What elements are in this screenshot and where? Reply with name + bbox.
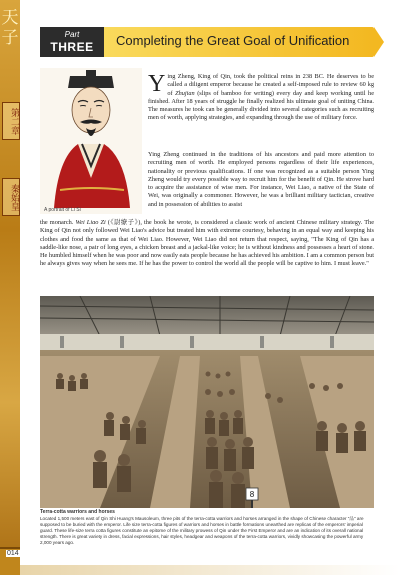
emperor-seal: 秦始皇 [2,178,20,216]
sidebar-glyph: 天子 [1,8,19,48]
p3-start: the monarch. [40,219,76,226]
chapter-seal: 第二章 [2,102,20,140]
p1-emphasis: Zhujian [175,89,195,97]
terracotta-photo [40,296,374,508]
p3-book-title: Wei Liao Zi [75,219,106,226]
section-title: Completing the Great Goal of Unification [116,33,350,48]
p3-text: , the book he wrote, is considered a classic work of ancient Chinese military strategy. The King of Qin not only followed Wei Liao's advice but treated him with extreme courtesy, behaving in an equal way and keeping his clothes and food the same as that of Wei Liao. However, Wei Liao did not return that respect, saying, "The King of Qin has a saddle-like nose, a pair of long eyes, a chicken breast and a jackal-like voice; he is without kindness and possesses a heart of stone. He humbled himself when he was poor and now easily eats people because he has achieved his ambition. I am a common person but he always gives way when he sees me. If he has the power to control the world all the people will be captive to him. I must leave." [40,219,374,268]
third-paragraph [40,219,374,274]
part-number: THREE [50,40,94,54]
header-arrow [374,27,384,57]
left-decorative-border [0,0,20,575]
part-label: Part [64,30,80,39]
p3-chinese-title: (《尉缭子》) [105,219,141,226]
photo-caption-body: Located 1,500 meters east of Qin Shi Huang's Mausoleum, three pits of the terra-cotta warriors and horses arranged in the shape of Chinese character "品" are supposed to be buried with the emperor. Life size terra-cotta figures of warriors and horses in battle formations unearthed are replicas of the emperors' imperial guard. These life-size terra cotta figures constitute an epitome of the military prowess of Qin under the First Emperor and are an indication of its overall national strength. There is great variety in dress, facial expressions, hair styles, headgear and weapons of the terra-cotta warriors, vividly showcasing the powerful army 2,000 years ago. [40,515,364,545]
terracotta-illustration [40,296,374,508]
portrait-figure [40,68,142,214]
pit-sign-label: 8 [249,490,255,499]
page-number: 014 [7,550,19,557]
portrait-caption: A portrait of Li Si [44,207,81,213]
portrait-illustration [40,68,142,214]
section-header [40,27,374,57]
p1-text: ing Zheng, King of Qin, took the political reins in 238 BC. He deserves to be called a diligent emperor because he created a self-imposed rule to review 60 kg of [167,73,374,97]
drop-cap: Y [148,71,166,97]
intro-paragraph [148,73,374,128]
p1-text-rest: (slips of bamboo for writing) every day and keep working until he finished. After 18 years of struggle he finally realized his ultimate goal of uniting China. The measures he took can be generally divided into several categories such as recruiting men of worth, applying strategies, and expanding through the use of military force. [148,89,374,122]
bottom-band [20,565,400,575]
part-badge [40,27,104,57]
second-paragraph [148,151,374,214]
photo-caption [40,509,374,546]
photo-caption-title: Terra-cotta warriors and horses [40,509,115,515]
p2-text: Ying Zheng continued in the traditions of his ancestors and paid more attention to recruiting men of worth. He employed persons regardless of their life experiences, nationality or previous qualifications. If one was recognized as a suitable person Ying Zheng would try every possible way to recruit him for the benefit of Qin. He strove hard to acquire the assistance of wise men. For instance, Wei Liao, a native of the State of Wei, was originally a commoner. However, he was a brilliant military tactician, creative and in possession of abilities to assist [148,151,374,208]
